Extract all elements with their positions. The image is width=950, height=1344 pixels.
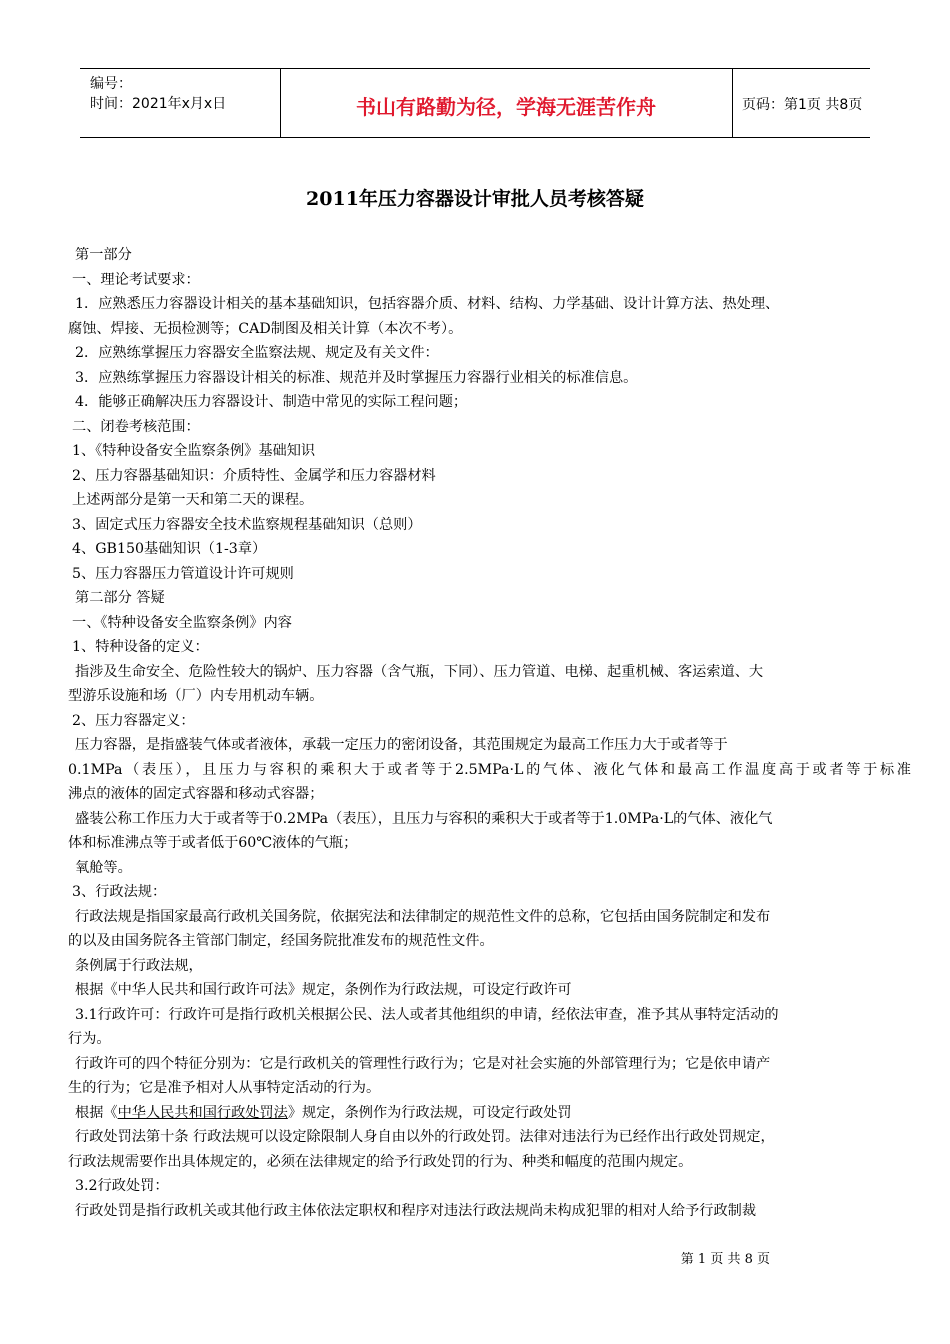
law-title-link: 中华人民共和国行政处罚法 — [117, 1104, 288, 1121]
header-page-cell — [732, 69, 870, 137]
paragraph-line: 2、压力容器定义： — [72, 712, 195, 729]
paragraph-line: 行政处罚法第十条 行政法规可以设定除限制人身自由以外的行政处罚。法律对违法行为已经作出行政处罚规定， — [75, 1129, 775, 1145]
paragraph-line: 上述两部分是第一天和第二天的课程。 — [72, 492, 314, 508]
paragraph-line: 型游乐设施和场（厂）内专用机动车辆。 — [68, 688, 324, 704]
paragraph-line: 体和标准沸点等于或者低于60℃液体的气瓶； — [68, 835, 358, 851]
paragraph-line: 0.1MPa（表压），且压力与容积的乘积大于或者等于2.5MPa·L的气体、液化气体和最高工作温度高于或者等于标准 — [68, 761, 911, 778]
paragraph-line: 生的行为；它是准予相对人从事特定活动的行为。 — [68, 1080, 381, 1096]
page-footer: 第 1 页 共 8 页 — [680, 1252, 770, 1267]
paragraph-line: 1、特种设备的定义： — [72, 639, 209, 655]
paragraph-line: 指涉及生命安全、危险性较大的锅炉、压力容器（含气瓶，下同）、压力管道、电梯、起重机械、客运索道、大 — [75, 663, 764, 680]
paragraph-line: 盛装公称工作压力大于或者等于0.2MPa（表压），且压力与容积的乘积大于或者等于1.0MPa·L的气体、液化气 — [75, 810, 773, 827]
paragraph-line: 二、闭卷考核范围： — [72, 418, 200, 435]
motto: 书山有路勤为径，学海无涯苦作舟 — [356, 95, 656, 119]
paragraph-line: 2、压力容器基础知识：介质特性、金属学和压力容器材料 — [72, 467, 436, 484]
header-motto-cell — [280, 69, 733, 137]
paragraph-line: 氧舱等。 — [75, 859, 132, 876]
paragraph-line — [75, 1102, 572, 1122]
text-segment: 》规定，条例作为行政法规，可设定行政处罚 — [287, 1104, 572, 1121]
serial-label: 编号： — [90, 76, 132, 92]
paragraph-line: 条例属于行政法规， — [75, 957, 203, 974]
paragraph-line: 5、压力容器压力管道设计许可规则 — [72, 565, 294, 582]
paragraph-line: 4．能够正确解决压力容器设计、制造中常见的实际工程问题； — [75, 394, 468, 410]
page-info: 页码：第1页 共8页 — [742, 97, 863, 113]
paragraph-line: 根据《中华人民共和国行政许可法》规定，条例作为行政法规，可设定行政许可 — [75, 982, 572, 998]
paragraph-line: 行政法规需要作出具体规定的，必须在法律规定的给予行政处罚的行为、种类和幅度的范围内规定。 — [68, 1153, 693, 1170]
paragraph-line: 压力容器，是指盛装气体或者液体，承载一定压力的密闭设备，其范围规定为最高工作压力大于或者等于 — [75, 737, 728, 753]
paragraph-line: 行政许可的四个特征分别为：它是行政机关的管理性行政行为；它是对社会实施的外部管理行为；它是依申请产 — [75, 1055, 771, 1072]
paragraph-line: 的以及由国务院各主管部门制定，经国务院批准发布的规范性文件。 — [68, 933, 494, 949]
text-segment: 根据《 — [75, 1104, 118, 1121]
paragraph-line: 3、行政法规： — [72, 884, 167, 900]
paragraph-line: 行政法规是指国家最高行政机关国务院，依据宪法和法律制定的规范性文件的总称，它包括由国务院制定和发布 — [75, 908, 771, 925]
paragraph-line: 3.2行政处罚： — [75, 1178, 169, 1194]
paragraph-line: 4、GB150基础知识（1-3章） — [72, 541, 267, 557]
paragraph-line: 3．应熟练掌握压力容器设计相关的标准、规范并及时掌握压力容器行业相关的标准信息。 — [75, 369, 638, 386]
paragraph-line: 腐蚀、焊接、无损检测等；CAD制图及相关计算（本次不考）。 — [68, 320, 463, 337]
paragraph-line: 行为。 — [68, 1031, 111, 1047]
paragraph-line: 3.1行政许可：行政许可是指行政机关根据公民、法人或者其他组织的申请，经依法审查，准予其从事特定活动的 — [75, 1006, 779, 1023]
paragraph-line: 1、《特种设备安全监察条例》基础知识 — [72, 443, 316, 459]
paragraph-line: 一、《特种设备安全监察条例》内容 — [72, 614, 292, 631]
paragraph-line: 1．应熟悉压力容器设计相关的基本基础知识，包括容器介质、材料、结构、力学基础、设计计算方法、热处理、 — [75, 296, 780, 312]
paragraph-line: 沸点的液体的固定式容器和移动式容器； — [68, 786, 324, 802]
section-heading: 第二部分 答疑 — [75, 590, 165, 606]
paragraph-line: 行政处罚是指行政机关或其他行政主体依法定职权和程序对违法行政法规尚未构成犯罪的相对人给予行政制裁 — [75, 1202, 757, 1219]
header-left-cell — [80, 69, 281, 137]
date-label: 时间：2021年x月x日 — [90, 96, 227, 112]
paragraph-line: 2．应熟练掌握压力容器安全监察法规、规定及有关文件： — [75, 345, 439, 361]
document-header — [80, 68, 870, 138]
paragraph-line: 一、理论考试要求： — [72, 271, 200, 288]
document-title: 2011年压力容器设计审批人员考核答疑 — [306, 188, 644, 210]
paragraph-line: 3、固定式压力容器安全技术监察规程基础知识（总则） — [72, 516, 422, 533]
section-heading: 第一部分 — [75, 247, 132, 263]
